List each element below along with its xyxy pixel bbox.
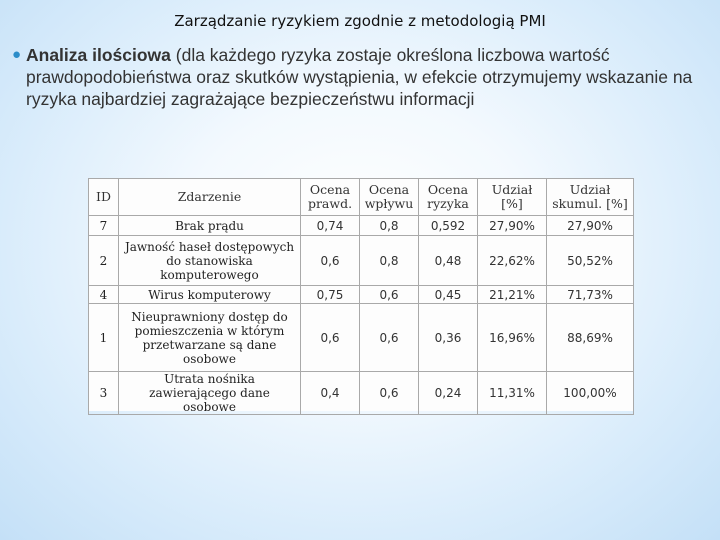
risk-table (88, 178, 634, 415)
cell-id: 1 (89, 304, 119, 372)
col-header-share: Udział [%] (478, 179, 547, 216)
cell-probability: 0,74 (301, 216, 360, 236)
cell-share: 27,90% (478, 216, 547, 236)
risk-table-image (88, 178, 633, 414)
cell-event: Jawność haseł dostępowych do stanowiska komputerowego (119, 236, 301, 286)
cell-probability: 0,4 (301, 372, 360, 415)
col-header-cumulative: Udział skumul. [%] (547, 179, 634, 216)
cell-cumulative: 27,90% (547, 216, 634, 236)
cell-probability: 0,75 (301, 286, 360, 304)
col-header-id: ID (89, 179, 119, 216)
cell-cumulative: 50,52% (547, 236, 634, 286)
col-header-probability: Ocena prawd. (301, 179, 360, 216)
cell-id: 3 (89, 372, 119, 415)
table-row (89, 372, 634, 415)
cell-share: 11,31% (478, 372, 547, 415)
cell-cumulative: 88,69% (547, 304, 634, 372)
cell-impact: 0,6 (360, 372, 419, 415)
cell-share: 21,21% (478, 286, 547, 304)
table-row (89, 216, 634, 236)
cell-event: Wirus komputerowy (119, 286, 301, 304)
cell-id: 7 (89, 216, 119, 236)
col-header-event: Zdarzenie (119, 179, 301, 216)
col-header-impact: Ocena wpływu (360, 179, 419, 216)
cell-impact: 0,8 (360, 216, 419, 236)
col-header-risk: Ocena ryzyka (419, 179, 478, 216)
cell-share: 16,96% (478, 304, 547, 372)
table-row (89, 236, 634, 286)
cell-risk: 0,592 (419, 216, 478, 236)
cell-event: Brak prądu (119, 216, 301, 236)
bullet-text (12, 44, 702, 110)
cell-probability: 0,6 (301, 304, 360, 372)
table-header-row (89, 179, 634, 216)
table-row (89, 304, 634, 372)
bullet-dot-icon: ● (12, 46, 22, 63)
cell-event: Utrata nośnika zawierającego dane osobowe (119, 372, 301, 415)
cell-impact: 0,6 (360, 304, 419, 372)
cell-probability: 0,6 (301, 236, 360, 286)
bullet-description: (dla każdego ryzyka zostaje określona liczbowa wartość prawdopodobieństwa oraz skutków wystąpienia, w efekcie otrzymujemy wskazanie na ryzyka najbardziej zagrażające bezpieczeństwu informacji (26, 45, 693, 109)
bullet-point (12, 44, 702, 110)
cell-impact: 0,6 (360, 286, 419, 304)
bullet-bold-term: Analiza ilościowa (26, 45, 171, 65)
cell-impact: 0,8 (360, 236, 419, 286)
cell-risk: 0,24 (419, 372, 478, 415)
cell-id: 4 (89, 286, 119, 304)
slide-title: Zarządzanie ryzykiem zgodnie z metodologią PMI (174, 12, 546, 30)
cell-event: Nieuprawniony dostęp do pomieszczenia w którym przetwarzane są dane osobowe (119, 304, 301, 372)
cell-cumulative: 100,00% (547, 372, 634, 415)
cell-id: 2 (89, 236, 119, 286)
cell-risk: 0,45 (419, 286, 478, 304)
cell-risk: 0,36 (419, 304, 478, 372)
cell-share: 22,62% (478, 236, 547, 286)
cell-risk: 0,48 (419, 236, 478, 286)
table-row (89, 286, 634, 304)
cell-cumulative: 71,73% (547, 286, 634, 304)
